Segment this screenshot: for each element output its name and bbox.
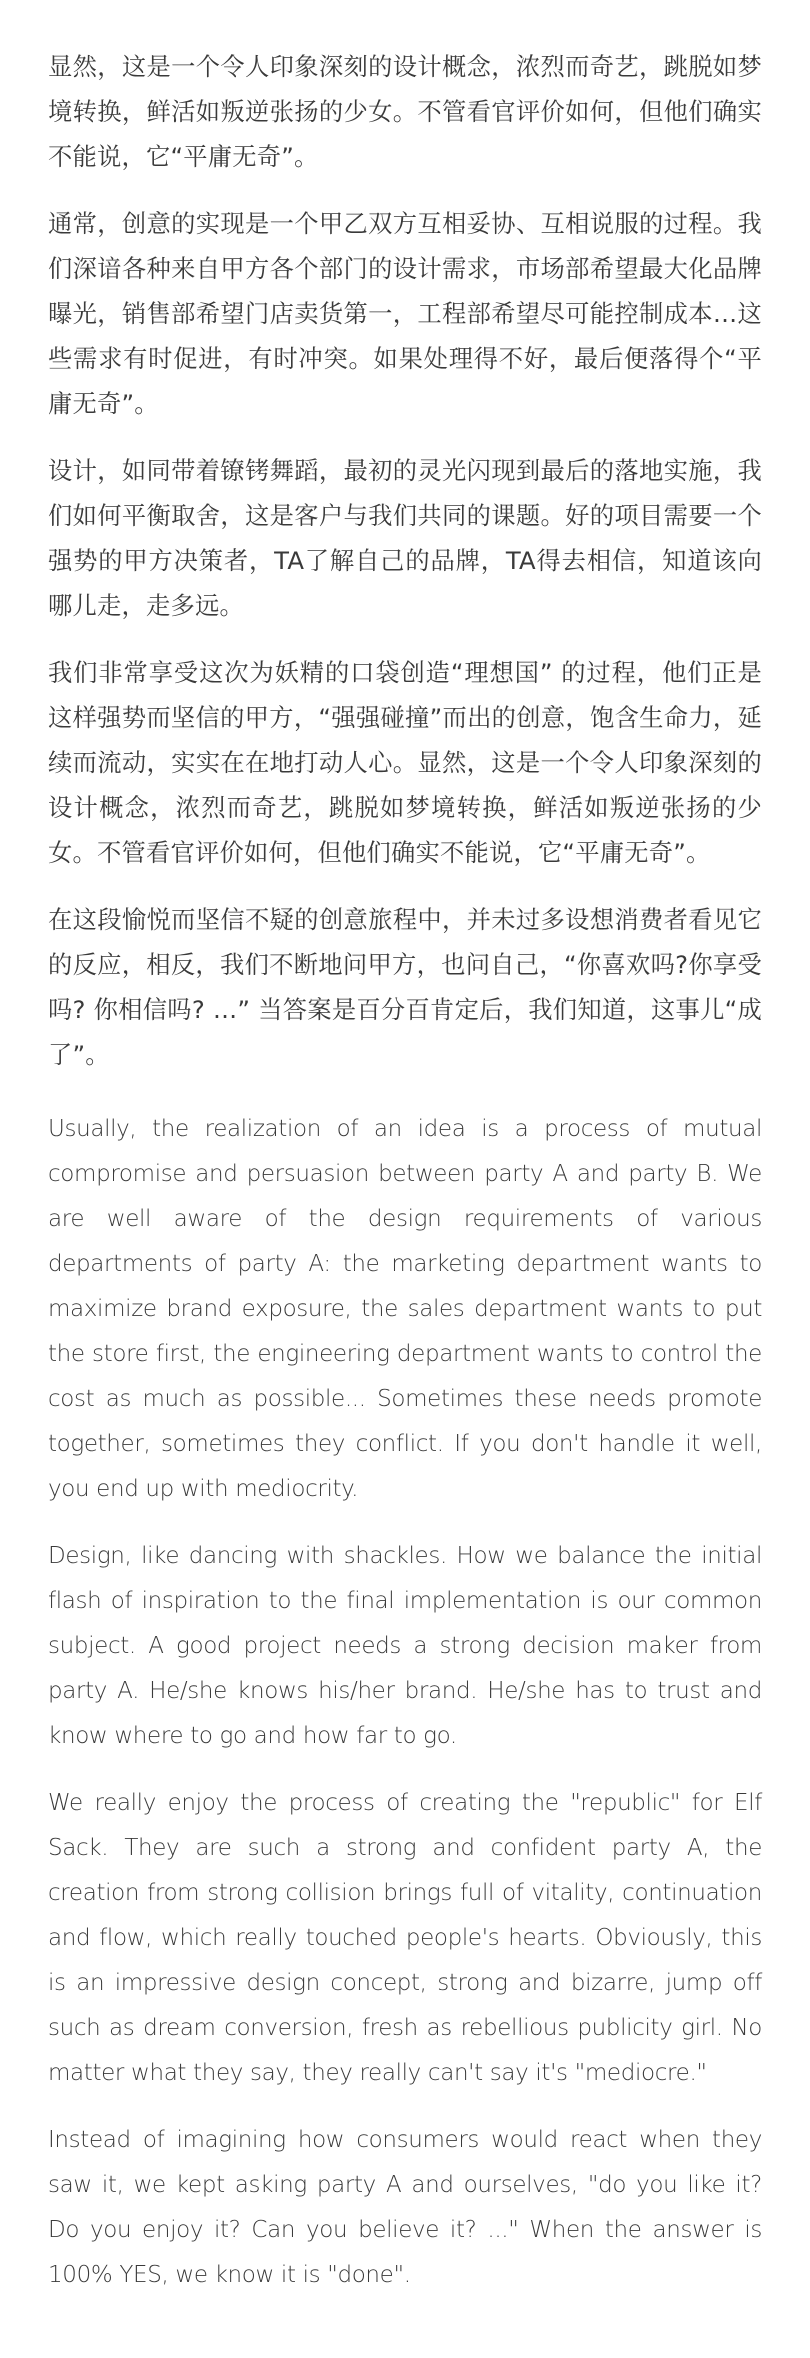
chinese-paragraph: 通常，创意的实现是一个甲乙双方互相妥协、互相说服的过程。我们深谙各种来自甲方各个部门的设计需求，市场部希望最大化品牌曝光，销售部希望门店卖货第一，工程部希望尽可能控制成本…这些需求有时促进，有时冲突。如果处理得不好，最后便落得个“平庸无奇”。 bbox=[48, 209, 762, 418]
chinese-paragraph: 设计，如同带着镣铐舞蹈，最初的灵光闪现到最后的落地实施，我们如何平衡取舍，这是客户与我们共同的课题。好的项目需要一个强势的甲方决策者，TA了解自己的品牌，TA得去相信，知道该向哪儿走，走多远。 bbox=[48, 456, 762, 620]
chinese-paragraph: 显然，这是一个令人印象深刻的设计概念，浓烈而奇艺，跳脱如梦境转换，鲜活如叛逆张扬的少女。不管看官评价如何，但他们确实不能说，它“平庸无奇”。 bbox=[48, 52, 762, 171]
english-paragraph: Usually, the realization of an idea is a process of mutual compromise and persuasion between party A and party B. We are well aware of the design requirements of various departments of party A: the marketing department wants to maximize brand exposure, the sales department wants to put the store first, the engineering department wants to control the cost as much as possible... Sometimes these needs promote together, sometimes they conflict. If you don't handle it well, you end up with mediocrity. bbox=[48, 1116, 762, 1502]
language-divider-spacing bbox=[48, 1099, 762, 1107]
article-body bbox=[48, 44, 762, 2320]
english-paragraph: Instead of imagining how consumers would react when they saw it, we kept asking party A and ourselves, "do you like it? Do you enjoy it? Can you believe it? ..." When the answer is 100% YES, we know it is "done". bbox=[48, 2127, 762, 2288]
chinese-paragraph: 我们非常享受这次为妖精的口袋创造“理想国” 的过程，他们正是这样强势而坚信的甲方，“强强碰撞”而出的创意，饱含生命力，延续而流动，实实在在地打动人心。显然，这是一个令人印象深刻的设计概念，浓烈而奇艺，跳脱如梦境转换，鲜活如叛逆张扬的少女。不管看官评价如何，但他们确实不能说，它“平庸无奇”。 bbox=[48, 658, 762, 867]
chinese-paragraph: 在这段愉悦而坚信不疑的创意旅程中，并未过多设想消费者看见它的反应，相反，我们不断地问甲方，也问自己，“你喜欢吗?你享受吗? 你相信吗? …” 当答案是百分百肯定后，我们知道，这事儿“成了”。 bbox=[48, 905, 762, 1069]
english-paragraph: Design, like dancing with shackles. How we balance the initial flash of inspiration to the final implementation is our common subject. A good project needs a strong decision maker from party A. He/she knows his/her brand. He/she has to trust and know where to go and how far to go. bbox=[48, 1543, 762, 1749]
english-paragraph: We really enjoy the process of creating the "republic" for Elf Sack. They are such a strong and confident party A, the creation from strong collision brings full of vitality, continuation and flow, which really touched people's hearts. Obviously, this is an impressive design concept, strong and bizarre, jump off such as dream conversion, fresh as rebellious publicity girl. No matter what they say, they really can't say it's "mediocre." bbox=[48, 1790, 762, 2086]
